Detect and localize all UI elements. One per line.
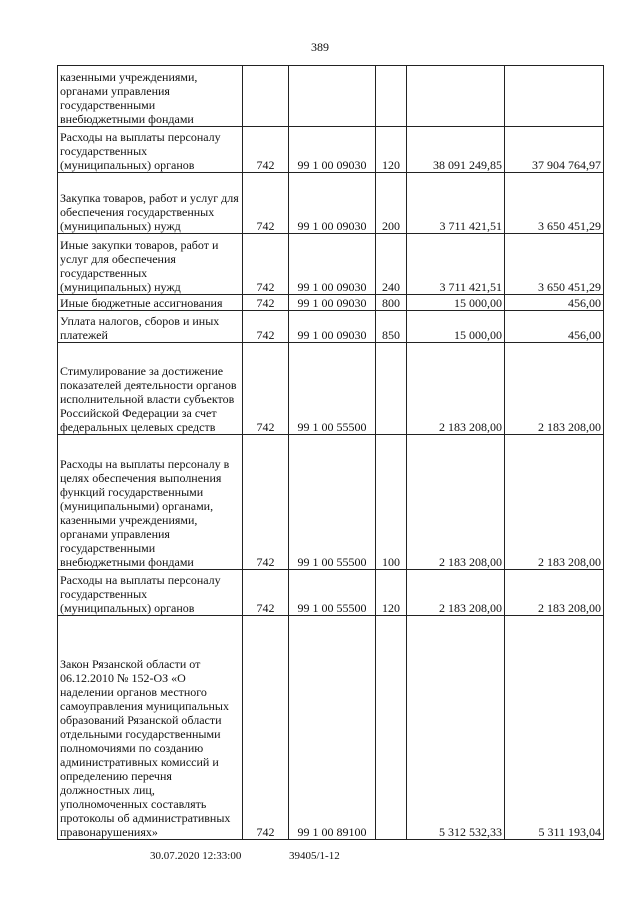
cell-sum2: 37 904 764,97 <box>505 127 604 173</box>
cell-name: Иные закупки товаров, работ и услуг для обеспечения государственных (муниципальных) нужд <box>58 234 243 295</box>
cell-name: Расходы на выплаты персоналу государственных (муниципальных) органов <box>58 570 243 616</box>
cell-csr: 99 1 00 89100 <box>289 616 376 840</box>
cell-csr: 99 1 00 55500 <box>289 435 376 570</box>
cell-vr <box>376 66 407 127</box>
cell-code: 742 <box>243 311 289 343</box>
table-row <box>58 570 604 616</box>
cell-vr: 240 <box>376 234 407 295</box>
cell-sum1: 3 711 421,51 <box>407 234 505 295</box>
cell-sum1: 5 312 532,33 <box>407 616 505 840</box>
cell-sum1: 2 183 208,00 <box>407 570 505 616</box>
cell-code <box>243 66 289 127</box>
cell-name: Стимулирование за достижение показателей деятельности органов исполнительной власти субъектов Российской Федерации за счет федеральных целевых средств <box>58 343 243 435</box>
table-row <box>58 66 604 127</box>
cell-sum1: 2 183 208,00 <box>407 343 505 435</box>
cell-sum2: 5 311 193,04 <box>505 616 604 840</box>
cell-name: Закупка товаров, работ и услуг для обеспечения государственных (муниципальных) нужд <box>58 173 243 234</box>
cell-sum2: 2 183 208,00 <box>505 570 604 616</box>
table-row <box>58 343 604 435</box>
table-row <box>58 234 604 295</box>
cell-code: 742 <box>243 173 289 234</box>
cell-vr: 850 <box>376 311 407 343</box>
cell-code: 742 <box>243 616 289 840</box>
cell-sum2: 2 183 208,00 <box>505 343 604 435</box>
cell-sum2: 456,00 <box>505 311 604 343</box>
cell-sum1: 15 000,00 <box>407 311 505 343</box>
cell-code: 742 <box>243 343 289 435</box>
cell-vr: 120 <box>376 570 407 616</box>
cell-sum1: 38 091 249,85 <box>407 127 505 173</box>
footer-date: 30.07.2020 12:33:00 <box>150 850 242 862</box>
cell-csr: 99 1 00 55500 <box>289 343 376 435</box>
cell-sum2: 3 650 451,29 <box>505 173 604 234</box>
cell-sum2 <box>505 66 604 127</box>
cell-vr: 100 <box>376 435 407 570</box>
cell-csr: 99 1 00 09030 <box>289 234 376 295</box>
cell-csr: 99 1 00 09030 <box>289 173 376 234</box>
cell-vr: 800 <box>376 295 407 311</box>
cell-csr <box>289 66 376 127</box>
cell-code: 742 <box>243 435 289 570</box>
cell-code: 742 <box>243 570 289 616</box>
cell-name: Уплата налогов, сборов и иных платежей <box>58 311 243 343</box>
table-row <box>58 616 604 840</box>
table-row <box>58 295 604 311</box>
cell-sum1: 3 711 421,51 <box>407 173 505 234</box>
cell-code: 742 <box>243 234 289 295</box>
footer-document-number: 39405/1-12 <box>289 850 340 862</box>
table-row <box>58 435 604 570</box>
cell-name: казенными учреждениями, органами управления государственными внебюджетными фондами <box>58 66 243 127</box>
cell-vr <box>376 616 407 840</box>
cell-vr: 200 <box>376 173 407 234</box>
table-row <box>58 173 604 234</box>
cell-name: Расходы на выплаты персоналу государственных (муниципальных) органов <box>58 127 243 173</box>
cell-sum1 <box>407 66 505 127</box>
cell-sum2: 3 650 451,29 <box>505 234 604 295</box>
cell-vr <box>376 343 407 435</box>
cell-code: 742 <box>243 127 289 173</box>
cell-csr: 99 1 00 09030 <box>289 311 376 343</box>
page-number: 389 <box>311 40 329 54</box>
cell-csr: 99 1 00 55500 <box>289 570 376 616</box>
cell-sum1: 2 183 208,00 <box>407 435 505 570</box>
cell-name: Закон Рязанской области от 06.12.2010 № 152-ОЗ «О наделении органов местного самоуправления муниципальных образований Рязанской области отдельными государственными полномочиями по созданию административных комиссий и определению перечня должностных лиц, уполномоченных составлять протоколы об административных правонарушениях» <box>58 616 243 840</box>
table-row <box>58 127 604 173</box>
cell-sum2: 456,00 <box>505 295 604 311</box>
budget-table <box>57 65 604 840</box>
table-row <box>58 311 604 343</box>
cell-csr: 99 1 00 09030 <box>289 127 376 173</box>
cell-code: 742 <box>243 295 289 311</box>
cell-csr: 99 1 00 09030 <box>289 295 376 311</box>
cell-sum1: 15 000,00 <box>407 295 505 311</box>
cell-name: Иные бюджетные ассигнования <box>58 295 243 311</box>
cell-sum2: 2 183 208,00 <box>505 435 604 570</box>
cell-name: Расходы на выплаты персоналу в целях обеспечения выполнения функций государственными (муниципальными) органами, казенными учреждениями, органами управления государственными внебюджетными фондами <box>58 435 243 570</box>
cell-vr: 120 <box>376 127 407 173</box>
